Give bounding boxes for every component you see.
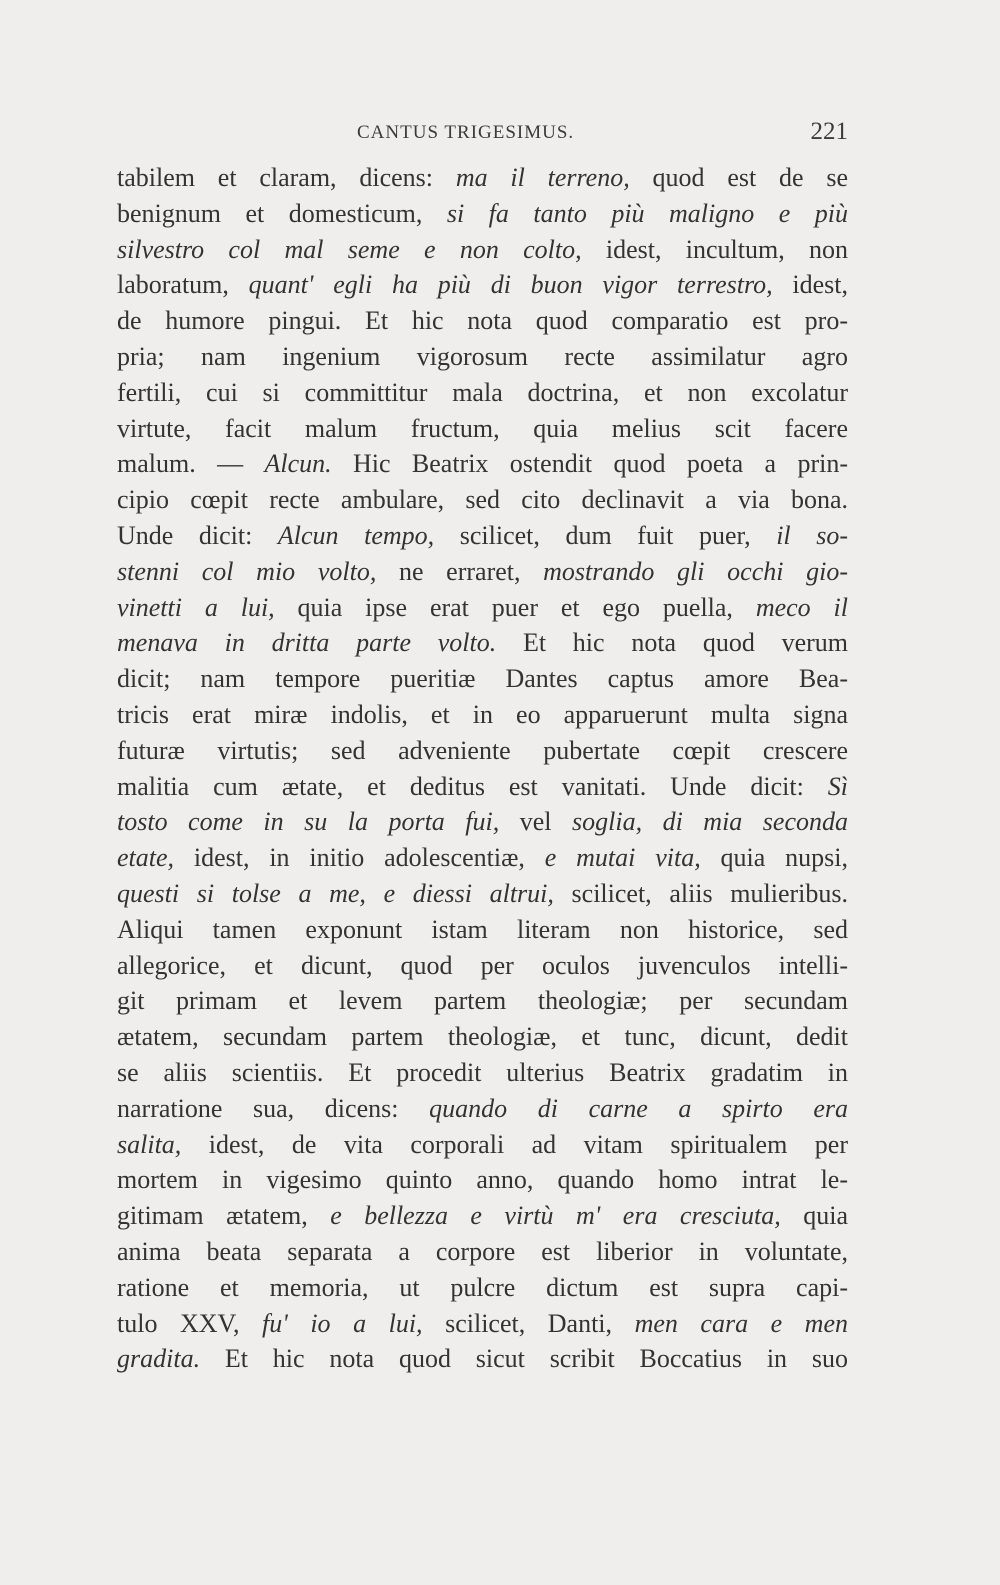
italic-quote: vinetti a lui,: [117, 592, 275, 622]
italic-quote: si fa tanto più maligno e più: [446, 198, 848, 228]
italic-quote: ma il terreno,: [455, 163, 630, 192]
italic-quote: mostrando gli occhi gio-: [543, 556, 848, 586]
roman-text: dicit; nam tempore pueritiæ Dantes captus amore Bea-: [117, 664, 848, 694]
text-line: [117, 1162, 848, 1198]
roman-text: scilicet, aliis mulieribus.: [553, 878, 848, 908]
italic-quote: Alcun.: [264, 449, 332, 479]
text-line: [117, 518, 848, 554]
italic-quote: il so-: [776, 520, 848, 550]
italic-quote: silvestro col mal seme e non colto,: [117, 234, 582, 264]
italic-quote: quant' egli ha più di buon vigor terrestro,: [248, 270, 773, 300]
text-line: [117, 1341, 848, 1377]
text-line: [117, 160, 848, 196]
roman-text: pria; nam ingenium vigorosum recte assimilatur agro: [117, 341, 848, 371]
roman-text: idest, in initio adolescentiæ,: [174, 843, 545, 873]
page-number: 221: [810, 118, 848, 145]
roman-text: idest,: [772, 270, 849, 300]
text-line: [117, 769, 848, 805]
text-line: [117, 876, 848, 912]
roman-text: idest, incultum, non: [581, 234, 848, 264]
text-line: [117, 411, 848, 447]
roman-text: malum. —: [117, 449, 265, 479]
italic-quote: men cara e men: [634, 1308, 848, 1338]
italic-quote: tosto come in su la porta fui,: [117, 807, 500, 837]
text-line: [117, 1019, 848, 1055]
text-line: [117, 804, 848, 840]
text-line: [117, 1127, 848, 1163]
roman-text: ætatem, secundam partem theologiæ, et tunc, dicunt, dedit: [117, 1022, 848, 1052]
italic-quote: quando di carne a spirto era: [429, 1093, 849, 1123]
italic-quote: etate,: [117, 843, 175, 873]
roman-text: Et hic nota quod verum: [496, 628, 848, 658]
roman-text: tricis erat miræ indolis, et in eo apparuerunt multa signa: [117, 699, 848, 729]
roman-text: Et hic nota quod sicut scribit Boccatius in suo: [200, 1344, 848, 1374]
roman-text: virtute, facit malum fructum, quia melius scit facere: [117, 413, 848, 443]
italic-quote: Sì: [827, 771, 848, 801]
roman-text: laboratum,: [117, 270, 249, 300]
italic-quote: menava in dritta parte volto.: [117, 628, 497, 658]
roman-text: allegorice, et dicunt, quod per oculos juvenculos intelli-: [117, 950, 848, 980]
italic-quote: meco il: [755, 592, 848, 622]
text-line: [117, 1198, 848, 1234]
roman-text: futuræ virtutis; sed adveniente pubertate cœpit crescere: [117, 735, 848, 765]
text-line: [117, 948, 848, 984]
roman-text: se aliis scientiis. Et procedit ulterius Beatrix gradatim in: [117, 1057, 848, 1087]
roman-text: scilicet, Danti,: [422, 1308, 635, 1338]
text-line: [117, 625, 848, 661]
text-line: [117, 590, 848, 626]
roman-text: git primam et levem partem theologiæ; per secundam: [117, 986, 848, 1016]
italic-quote: fu' io a lui,: [262, 1308, 423, 1338]
text-line: [117, 1306, 848, 1342]
roman-text: benignum et domesticum,: [117, 198, 447, 228]
roman-text: idest, de vita corporali ad vitam spiritualem per: [181, 1129, 848, 1159]
italic-quote: e bellezza e virtù m' era cresciuta,: [330, 1201, 781, 1231]
roman-text: mortem in vigesimo quinto anno, quando homo intrat le-: [117, 1165, 848, 1195]
roman-text: narratione sua, dicens:: [117, 1093, 430, 1123]
roman-text: tulo XXV,: [117, 1308, 262, 1338]
text-line: [117, 733, 848, 769]
roman-text: cipio cœpit recte ambulare, sed cito declinavit a via bona.: [117, 485, 848, 515]
text-line: [117, 375, 848, 411]
roman-text: ratione et memoria, ut pulcre dictum est supra capi-: [117, 1272, 848, 1302]
text-line: [117, 446, 848, 482]
text-line: [117, 840, 848, 876]
text-line: [117, 482, 848, 518]
italic-quote: salita,: [117, 1129, 182, 1159]
roman-text: quia: [780, 1201, 848, 1231]
text-line: [117, 339, 848, 375]
running-title: CANTUS TRIGESIMUS.: [357, 122, 575, 143]
italic-quote: questi si tolse a me, e diessi altrui,: [117, 878, 554, 908]
italic-quote: gradita.: [117, 1344, 201, 1374]
roman-text: Aliqui tamen exponunt istam literam non historice, sed: [117, 914, 848, 944]
roman-text: ne erraret,: [376, 556, 544, 586]
text-line: [117, 1270, 848, 1306]
text-line: [117, 554, 848, 590]
roman-text: de humore pingui. Et hic nota quod comparatio est pro-: [117, 306, 848, 336]
text-line: [117, 196, 848, 232]
text-line: [117, 661, 848, 697]
roman-text: Unde dicit:: [117, 520, 278, 550]
roman-text: scilicet, dum fuit puer,: [434, 520, 777, 550]
italic-quote: stenni col mio volto,: [117, 556, 377, 586]
body-text: [117, 160, 848, 1377]
text-line: [117, 1055, 848, 1091]
roman-text: gitimam ætatem,: [117, 1201, 331, 1231]
roman-text: fertili, cui si committitur mala doctrina, et non excolatur: [117, 377, 848, 407]
text-line: [117, 912, 848, 948]
roman-text: vel: [499, 807, 573, 837]
roman-text: Hic Beatrix ostendit quod poeta a prin-: [331, 449, 849, 479]
text-line: [117, 267, 848, 303]
roman-text: tabilem et claram, dicens:: [117, 163, 456, 192]
italic-quote: soglia, di mia seconda: [572, 807, 849, 837]
running-head: [117, 118, 848, 152]
text-line: [117, 697, 848, 733]
text-line: [117, 1234, 848, 1270]
text-line: [117, 303, 848, 339]
roman-text: quia ipse erat puer et ego puella,: [274, 592, 756, 622]
roman-text: anima beata separata a corpore est liberior in voluntate,: [117, 1236, 848, 1266]
text-line: [117, 983, 848, 1019]
italic-quote: Alcun tempo,: [277, 520, 435, 550]
roman-text: malitia cum ætate, et deditus est vanitati. Unde dicit:: [117, 771, 828, 801]
text-line: [117, 1091, 848, 1127]
roman-text: quia nupsi,: [700, 843, 848, 873]
italic-quote: e mutai vita,: [544, 843, 701, 873]
text-line: [117, 232, 848, 268]
roman-text: quod est de se: [629, 163, 848, 192]
